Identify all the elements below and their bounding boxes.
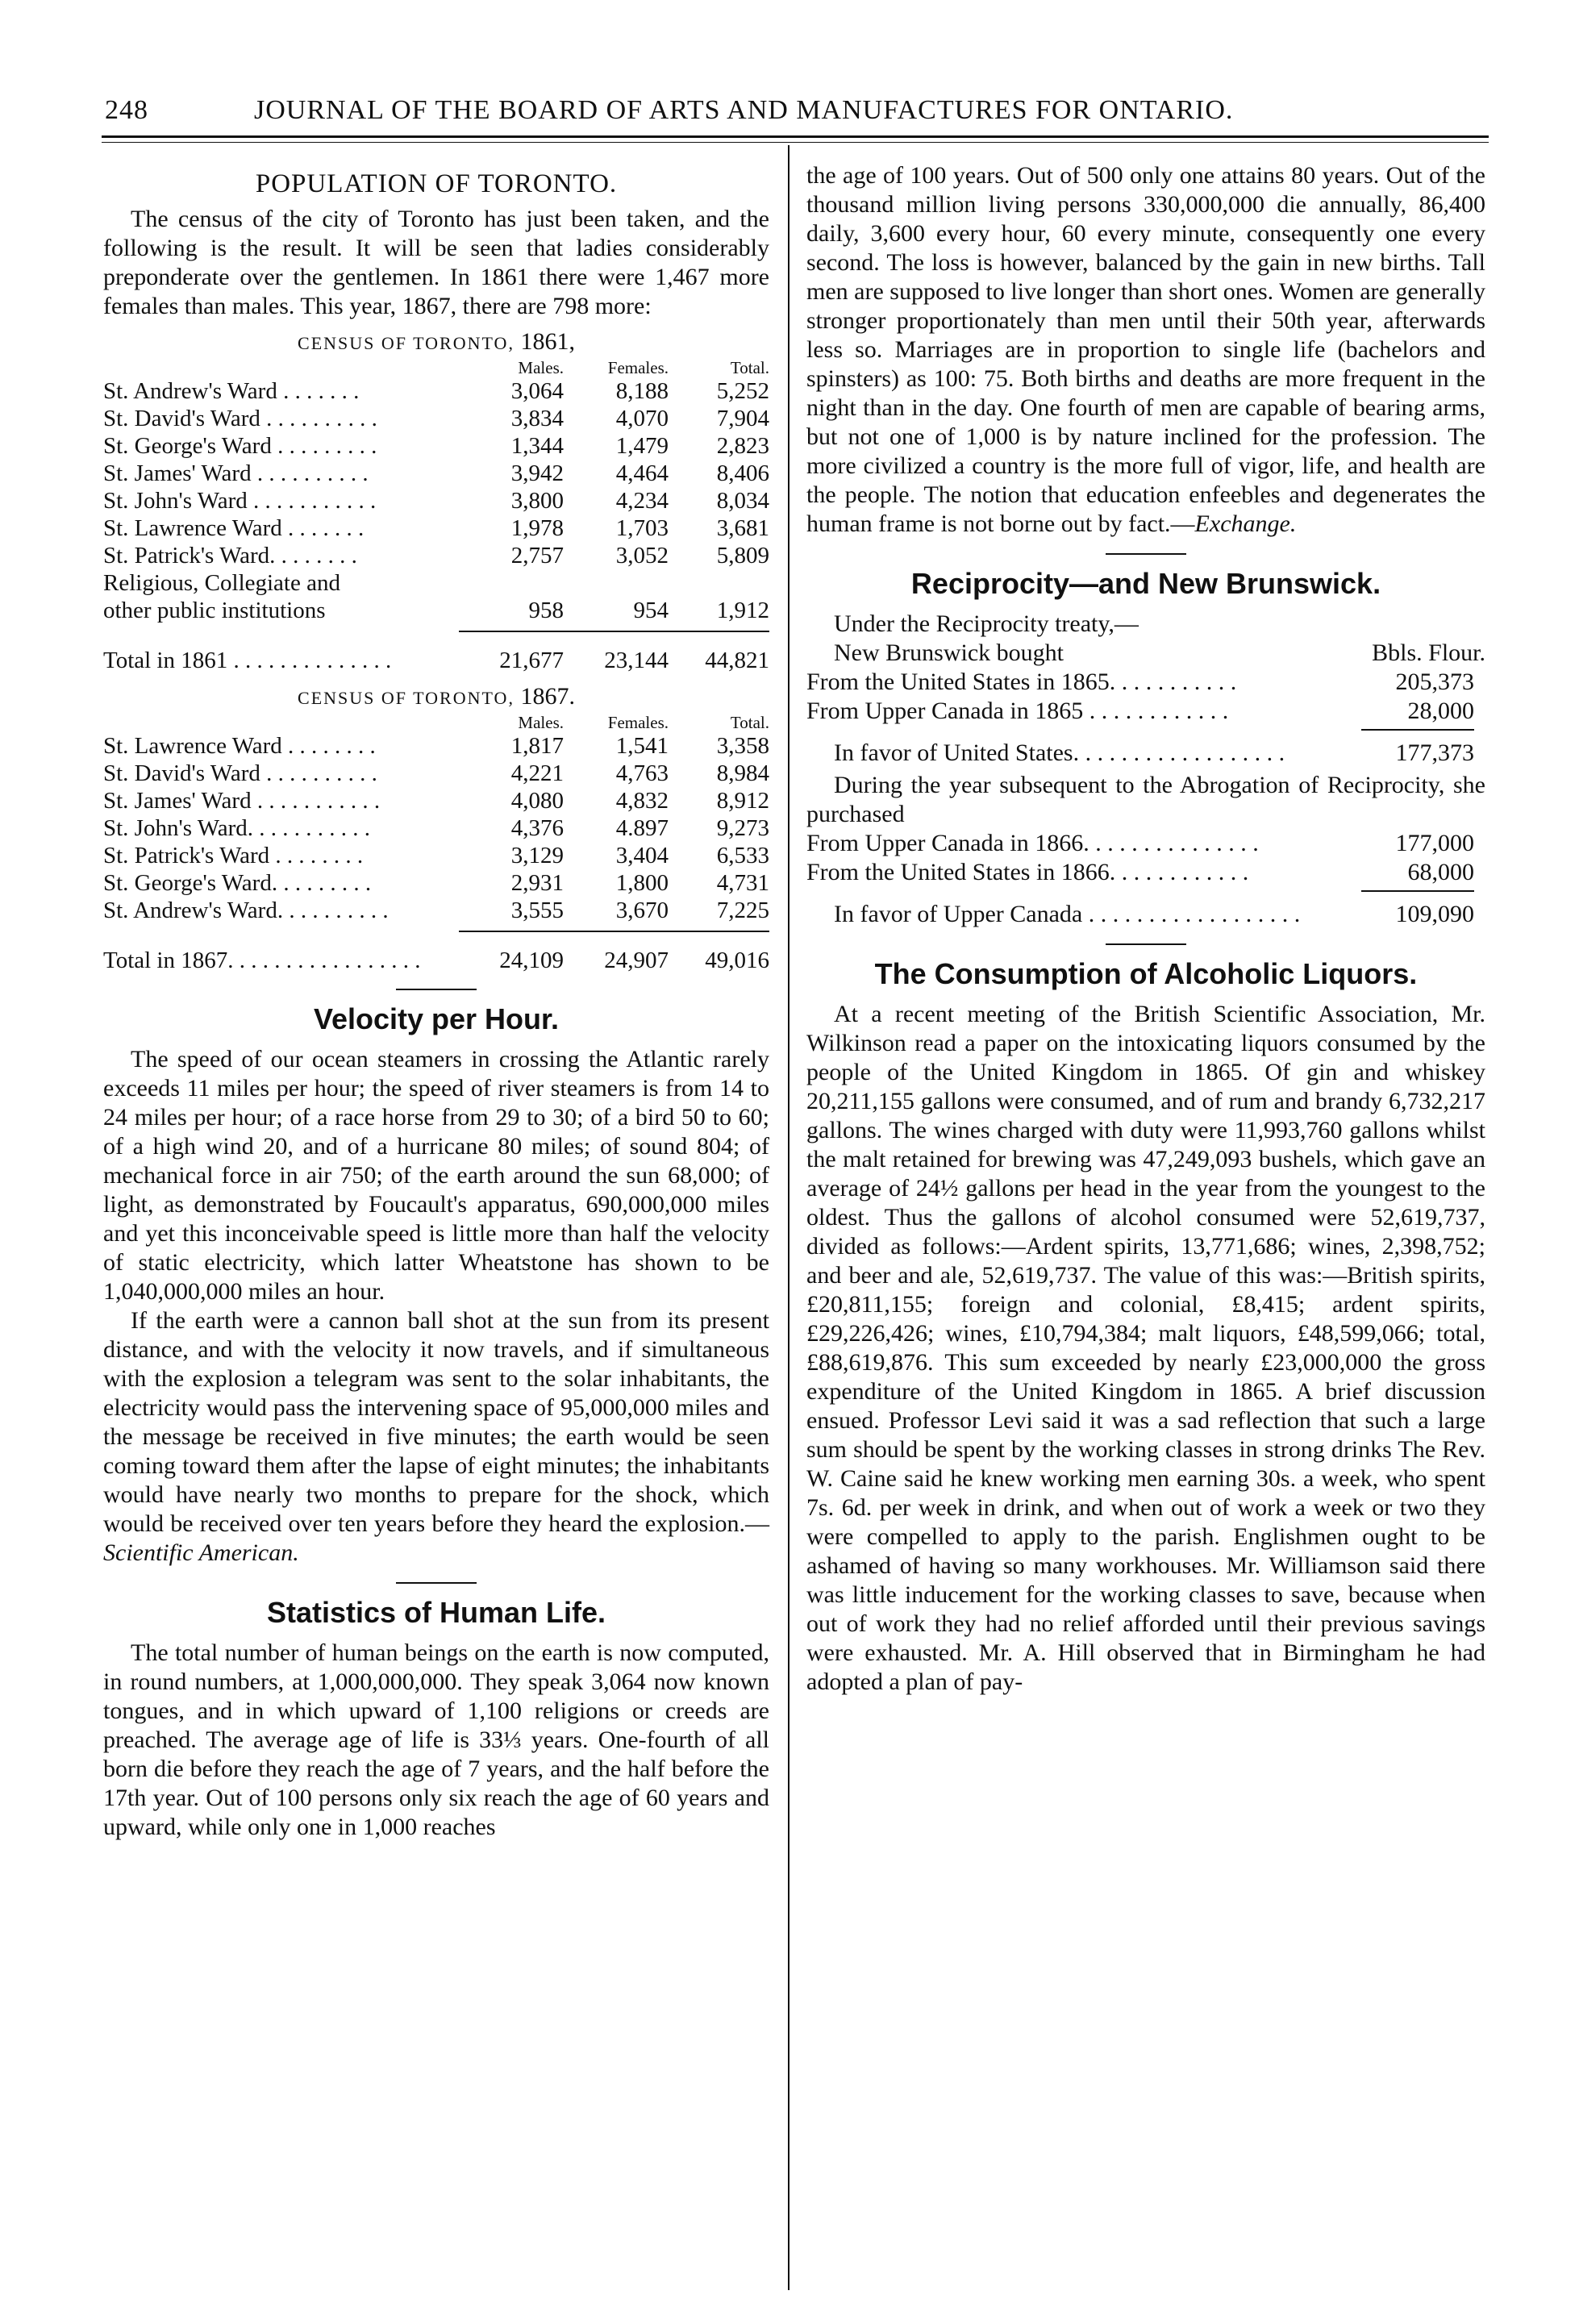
table-row (103, 487, 769, 514)
females-value (564, 569, 669, 597)
total-value: 7,904 (716, 406, 769, 431)
total-value: 9,273 (716, 815, 769, 841)
journal-title: JOURNAL OF THE BOARD OF ARTS AND MANUFACTURES FOR ONTARIO. (254, 95, 1234, 125)
ward-name: St. David's Ward . . . . . . . . . . (103, 760, 377, 786)
total-females: 23,144 (604, 648, 669, 673)
ward-name: St. James' Ward . . . . . . . . . . (103, 460, 369, 486)
right-column (806, 161, 1485, 1697)
ward-name: St. John's Ward . . . . . . . . . . . (103, 488, 377, 514)
females-value: 4,763 (615, 760, 669, 786)
males-value: 3,064 (510, 378, 564, 404)
table-row (103, 897, 769, 924)
total-value: 8,406 (716, 460, 769, 486)
population-intro: The census of the city of Toronto has just been taken, and the following is the result. It will be seen that ladies considerably preponderate over the gentlemen. In 1861 there were 1,467 more females than males. This year, 1867, there are 798 more: (103, 206, 769, 319)
females-value: 3,404 (615, 843, 669, 868)
total-total: 44,821 (705, 648, 769, 673)
col-header-males: Males. (518, 713, 564, 732)
males-value: 3,129 (510, 843, 564, 868)
section-rule (1106, 943, 1186, 945)
total-value: 8,034 (716, 488, 769, 514)
page-number: 248 (105, 95, 148, 125)
males-value: 2,757 (510, 543, 564, 569)
statistics-paragraph: The total number of human beings on the earth is now computed, in round numbers, at 1,000,000,000. They speak 3,064 now known tongues, and in which upward of 1,100 religions or creeds are preached. The average age of life is 33⅓ years. One-fourth of all born die before they reach the age of 7 years, and the half before the 17th year. Out of 100 persons only six reach the age of 60 years and upward, while only one in 1,000 reaches (103, 1639, 769, 1840)
table-row (103, 460, 769, 487)
header-rule (102, 135, 1489, 138)
total-value: 2,823 (716, 433, 769, 459)
total-label: Total in 1867. . . . . . . . . . . . . . . . . (103, 948, 421, 973)
ward-name: other public institutions (103, 598, 326, 623)
males-value: 958 (528, 598, 564, 623)
total-value: 5,252 (716, 378, 769, 404)
table-row (103, 569, 769, 597)
table-row (103, 514, 769, 542)
table-row (103, 787, 769, 814)
males-value: 1,344 (510, 433, 564, 459)
total-value: 3,681 (716, 515, 769, 541)
total-value: 6,533 (716, 843, 769, 868)
page-header (105, 95, 1488, 127)
ward-name: St. Patrick's Ward. . . . . . . . (103, 543, 357, 569)
total-total: 49,016 (705, 948, 769, 973)
total-value: 5,809 (716, 543, 769, 569)
sum-rule-row (103, 624, 769, 631)
ward-name: St. David's Ward . . . . . . . . . . (103, 406, 377, 431)
males-value: 4,080 (510, 788, 564, 814)
section-rule (396, 1582, 477, 1584)
ward-name: St. Patrick's Ward . . . . . . . . (103, 843, 364, 868)
velocity-paragraph-1: The speed of our ocean steamers in crossing the Atlantic rarely exceeds 11 miles per hour; the speed of river steamers is from 14 to 24 miles per hour; of a race horse from 29 to 30; of a bird 50 to 60; of a high wind 20, and of a hurricane 80 miles; of sound 804; of mechanical force in air 750; of the earth around the sun 68,000; of light, as demonstrated by Foucault's apparatus, 690,000,000 miles and yet this inconceivable speed is little more than half the velocity of static electricity, which latter Wheatstone has shown to be 1,040,000,000 miles an hour. (103, 1046, 769, 1305)
total-label: Total in 1861 . . . . . . . . . . . . . . (103, 648, 392, 673)
statistics-source: Exchange. (1194, 510, 1297, 537)
males-value: 3,800 (510, 488, 564, 514)
females-value: 4.897 (615, 815, 669, 841)
ward-name: Religious, Collegiate and (103, 570, 340, 596)
reciprocity-during: During the year subsequent to the Abrogation of Reciprocity, she purchased (806, 772, 1485, 827)
females-value: 3,052 (615, 543, 669, 569)
statistics-paragraph-continued: the age of 100 years. Out of 500 only one attains 80 years. Out of the thousand million living persons 330,000,000 die annually, 86,400 daily, 3,600 every hour, 60 every minute, consequently one every second. The loss is however, balanced by the gain in new births. Tall men are supposed to live longer than short ones. Women are generally stronger proportionately than men until their 50th year, afterwards less so. Marriages are in proportion to single life (bachelors and spinsters) as 100: 75. Both births and deaths are more frequent in the night than in the day. One fourth of men are capable of bearing arms, but not one of 1,000 is by nature inclined for the profession. The more civilized a country is the more full of vigor, life, and health are the people. The notion that education enfeebles and degenerates the human frame is not borne out by fact.—Exchange. (806, 162, 1485, 537)
table-row (103, 542, 769, 569)
reciprocity-row: From the United States in 1865. . . . . . . . . . . 205,373 (806, 668, 1474, 695)
females-value: 8,188 (615, 378, 669, 404)
table-row (103, 869, 769, 897)
females-value: 1,479 (615, 433, 669, 459)
total-value (669, 569, 769, 597)
col-header-total: Total. (730, 713, 769, 732)
col-header-males: Males. (518, 358, 564, 377)
reciprocity-line: Under the Reciprocity treaty,— (834, 610, 1139, 637)
column-divider (788, 145, 790, 2290)
census-1867-table (103, 713, 769, 974)
section-rule (396, 989, 477, 990)
total-males: 24,109 (499, 948, 564, 973)
sum-rule-row (103, 924, 769, 931)
females-value: 3,670 (615, 898, 669, 923)
total-value: 7,225 (716, 898, 769, 923)
table-row (103, 732, 769, 760)
table-row (103, 760, 769, 787)
header-rule-thin (102, 142, 1489, 143)
col-header-total: Total. (730, 358, 769, 377)
ward-name: St. Lawrence Ward . . . . . . . . (103, 733, 376, 759)
females-value: 4,832 (615, 788, 669, 814)
ward-name: St. John's Ward. . . . . . . . . . . (103, 815, 371, 841)
females-value: 1,541 (615, 733, 669, 759)
col-header-females: Females. (607, 358, 669, 377)
females-value: 4,464 (615, 460, 669, 486)
census-1861-title: CENSUS OF TORONTO, 1861, (298, 328, 575, 355)
velocity-heading: Velocity per Hour. (313, 1002, 560, 1035)
census-1867-title: CENSUS OF TORONTO, 1867. (298, 683, 575, 710)
table-row (103, 597, 769, 624)
total-value: 8,912 (716, 788, 769, 814)
ward-name: St. George's Ward. . . . . . . . . (103, 870, 372, 896)
reciprocity-row: From the United States in 1866. . . . . . . . . . . . 68,000 (806, 859, 1474, 885)
reciprocity-row: From Upper Canada in 1865 . . . . . . . . . . . . 28,000 (806, 698, 1474, 724)
ward-name: St. George's Ward . . . . . . . . . (103, 433, 377, 459)
total-value: 1,912 (716, 598, 769, 623)
total-value: 4,731 (716, 870, 769, 896)
males-value: 4,376 (510, 815, 564, 841)
females-value: 4,070 (615, 406, 669, 431)
males-value: 2,931 (510, 870, 564, 896)
total-males: 21,677 (499, 648, 564, 673)
males-value: 3,555 (510, 898, 564, 923)
alcohol-heading: The Consumption of Alcoholic Liquors. (874, 957, 1418, 990)
males-value: 3,942 (510, 460, 564, 486)
ward-name: St. Andrew's Ward. . . . . . . . . . (103, 898, 389, 923)
table-row (103, 842, 769, 869)
males-value: 4,221 (510, 760, 564, 786)
total-row (103, 631, 769, 674)
total-females: 24,907 (604, 948, 669, 973)
velocity-source: Scientific American. (103, 1539, 299, 1566)
reciprocity-heading: Reciprocity—and New Brunswick. (910, 567, 1381, 600)
total-value: 8,984 (716, 760, 769, 786)
reciprocity-table (806, 610, 1485, 929)
total-row (103, 931, 769, 974)
reciprocity-row: In favor of Upper Canada . . . . . . . . . . . . . . . . . . 109,090 (834, 901, 1474, 927)
table-row (103, 377, 769, 405)
census-1861-table (103, 358, 769, 674)
statistics-heading: Statistics of Human Life. (266, 1596, 606, 1629)
males-value: 1,978 (510, 515, 564, 541)
table-row (103, 405, 769, 432)
table-row (103, 814, 769, 842)
females-value: 4,234 (615, 488, 669, 514)
table-row (103, 432, 769, 460)
total-value: 3,358 (716, 733, 769, 759)
section-rule (1106, 553, 1186, 555)
velocity-paragraph-2: If the earth were a cannon ball shot at the sun from its present distance, and with the velocity it now travels, and if simultaneous with the explosion a telegram was sent to the solar inhabitants, the electricity would pass the intervening space of 95,000,000 miles and the message be received in five minutes; the earth would be seen coming toward them after the lapse of eight minutes; the inhabitants would have nearly two months to prepare for the shock, which would be received over ten years before they heard the explosion.—Scientific American. (103, 1307, 769, 1566)
females-value: 954 (633, 598, 669, 623)
males-value: 1,817 (510, 733, 564, 759)
sum-rule (1361, 729, 1474, 731)
males-value: 3,834 (510, 406, 564, 431)
females-value: 1,800 (615, 870, 669, 896)
males-value (459, 569, 564, 597)
sum-rule (1361, 890, 1474, 892)
population-heading: POPULATION OF TORONTO. (255, 169, 618, 198)
ward-name: St. Lawrence Ward . . . . . . . (103, 515, 365, 541)
reciprocity-row: From Upper Canada in 1866. . . . . . . . . . . . . . . 177,000 (806, 830, 1474, 856)
reciprocity-line: New Brunswick bought Bbls. Flour. (834, 639, 1485, 666)
ward-name: St. James' Ward . . . . . . . . . . . (103, 788, 381, 814)
reciprocity-row: In favor of United States. . . . . . . . . . . . . . . . . . 177,373 (834, 739, 1474, 766)
left-column (103, 161, 769, 1842)
alcohol-paragraph: At a recent meeting of the British Scientific Association, Mr. Wilkinson read a paper on the intoxicating liquors consumed by the people of the United Kingdom in 1865. Of gin and whiskey 20,211,155 gallons were consumed, and of rum and brandy 6,732,217 gallons. The wines charged with duty were 11,993,760 gallons whilst the malt retained for brewing was 47,249,093 bushels, which gave an average of 24½ gallons per head in the year from the youngest to the oldest. Thus the gallons of alcohol consumed were 52,619,737, divided as follows:—Ardent spirits, 13,771,686; wines, 2,398,752; and beer and ale, 52,619,737. The value of this was:—British spirits, £20,811,155; foreign and colonial, £8,415; ardent spirits, £29,226,426; wines, £10,794,384; malt liquors, £48,599,066; total, £88,619,876. This sum exceeded by nearly £23,000,000 the gross expenditure of the United Kingdom in 1865. A brief discussion ensued. Professor Levi said it was a sad reflection that such a large sum should be spent by the working classes in strong drinks The Rev. W. Caine said he knew working men earning 30s. a week, who spent 7s. 6d. per week in drink, and when out of work a week or two they were compelled to apply to the parish. Englishmen ought to be ashamed of having so many workhouses. Mr. Williamson said there was little inducement for the working classes to save, because when out of work they had no relief afforded until their previous savings were exhausted. Mr. A. Hill observed that in Birmingham he had adopted a plan of pay- (806, 1001, 1485, 1695)
ward-name: St. Andrew's Ward . . . . . . . (103, 378, 360, 404)
females-value: 1,703 (615, 515, 669, 541)
col-header-females: Females. (607, 713, 669, 732)
